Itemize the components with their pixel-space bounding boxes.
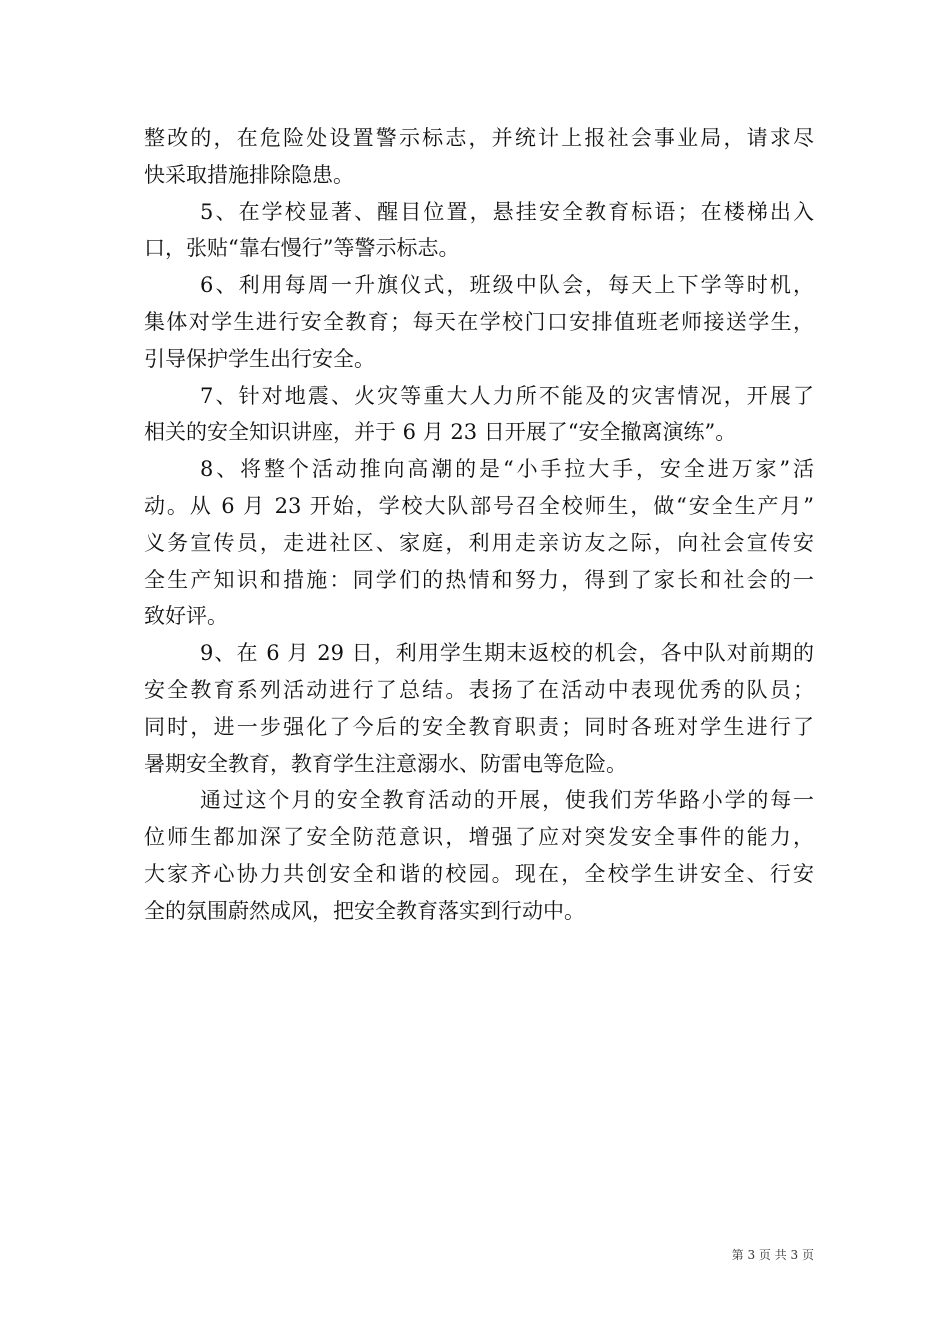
text-line: 口，张贴“靠右慢行”等警示标志。 bbox=[144, 236, 460, 261]
text-line: 9、在 6 月 29 日，利用学生期末返校的机会，各中队对前期的 bbox=[200, 641, 814, 666]
text-line: 全生产知识和措施：同学们的热情和努力，得到了家长和社会的一 bbox=[144, 567, 814, 592]
text-line: 大家齐心协力共创安全和谐的校园。现在，全校学生讲安全、行安 bbox=[144, 861, 814, 886]
text-line: 引导保护学生出行安全。 bbox=[144, 346, 375, 371]
document-body bbox=[144, 120, 814, 930]
text-line: 动。从 6 月 23 开始，学校大队部号召全校师生，做“安全生产月” bbox=[144, 493, 814, 518]
text-line: 6、利用每周一升旗仪式，班级中队会，每天上下学等时机， bbox=[200, 273, 814, 298]
text-line: 致好评。 bbox=[144, 604, 228, 629]
text-line: 7、针对地震、火灾等重大人力所不能及的灾害情况，开展了 bbox=[200, 383, 814, 408]
text-line: 相关的安全知识讲座，并于 6 月 23 日开展了“安全撤离演练”。 bbox=[144, 420, 737, 445]
text-line: 集体对学生进行安全教育；每天在学校门口安排值班老师接送学生， bbox=[144, 309, 814, 334]
page-footer: 第 3 页 共 3 页 bbox=[731, 1248, 814, 1262]
text-line: 整改的，在危险处设置警示标志，并统计上报社会事业局，请求尽 bbox=[144, 126, 814, 150]
text-line: 暑期安全教育，教育学生注意溺水、防雷电等危险。 bbox=[144, 751, 627, 776]
text-line: 8、将整个活动推向高潮的是“小手拉大手，安全进万家”活 bbox=[200, 457, 814, 482]
text-line: 5、在学校显著、醒目位置，悬挂安全教育标语；在楼梯出入 bbox=[200, 199, 814, 224]
text-line: 同时，进一步强化了今后的安全教育职责；同时各班对学生进行了 bbox=[144, 714, 814, 739]
text-line: 位师生都加深了安全防范意识，增强了应对突发安全事件的能力， bbox=[144, 825, 814, 850]
text-line: 安全教育系列活动进行了总结。表扬了在活动中表现优秀的队员； bbox=[144, 677, 814, 702]
text-line: 全的氛围蔚然成风，把安全教育落实到行动中。 bbox=[144, 898, 585, 923]
text-line: 快采取措施排除隐患。 bbox=[144, 162, 354, 187]
text-line: 通过这个月的安全教育活动的开展，使我们芳华路小学的每一 bbox=[200, 788, 814, 813]
text-line: 义务宣传员，走进社区、家庭，利用走亲访友之际，向社会宣传安 bbox=[144, 530, 814, 555]
